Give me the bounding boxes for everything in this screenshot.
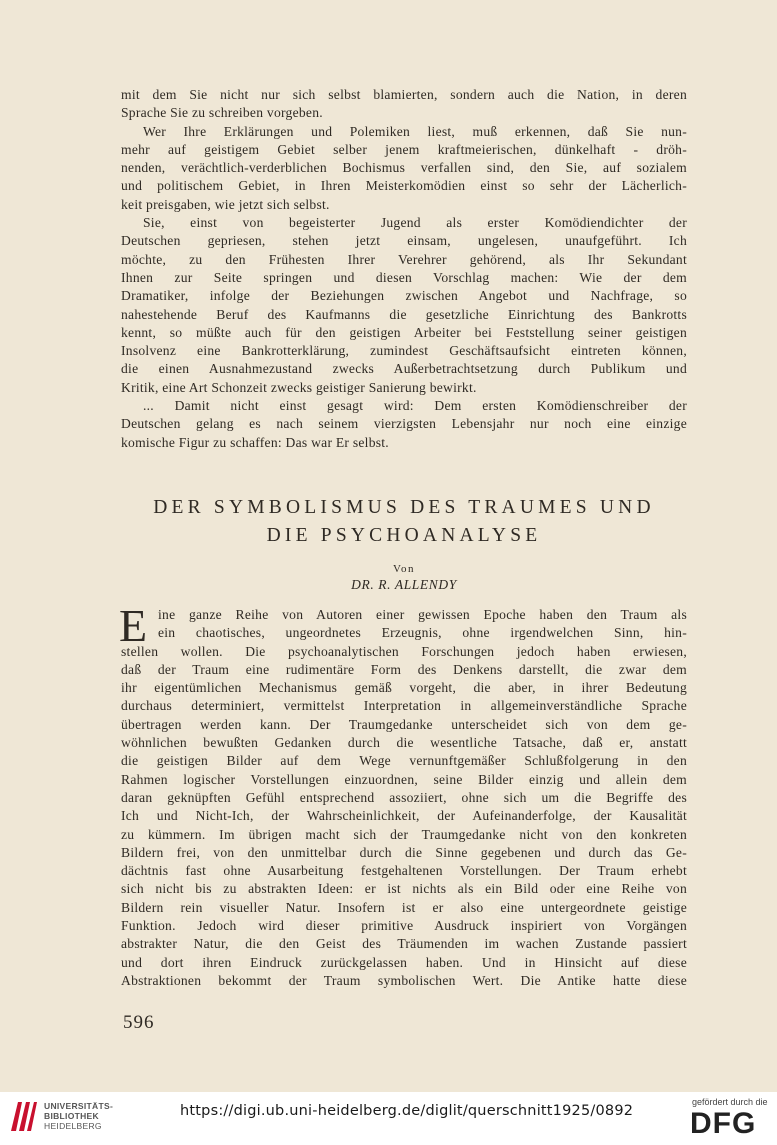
text-line: komische Figur zu schaffen: Das war Er selbst.: [121, 434, 389, 450]
text-line: stellen wollen. Die psychoanalytischen Forschungen jedoch haben erwiesen,: [121, 643, 687, 659]
paragraph: [121, 214, 687, 397]
library-name: UNIVERSITÄTS- BIBLIOTHEK HEIDELBERG: [44, 1101, 114, 1131]
text-line: mehr auf geistigem Gebiet selber jenem kraftmeierischen, dünkelhaft - dröh-: [121, 141, 687, 157]
text-line: Kritik, eine Art Schonzeit zwecks geistiger Sanierung bewirkt.: [121, 379, 477, 395]
dfg-logo: DFG: [690, 1107, 757, 1140]
university-library-logo-icon: [8, 1098, 38, 1134]
text-line: und politischem Gebiet, in Ihren Meisterkomödien einst so sehr der Lächerlich-: [121, 178, 687, 194]
text-line: Deutschen gelang es nach seinem vierzigsten Lebensjahr nur noch eine einzige: [121, 416, 687, 432]
text-line: daran geknüpften Gefühl entsprechend assoziiert, ohne sich um die Begriffe des: [121, 789, 687, 805]
paragraph: [121, 397, 687, 452]
text-line: nahestehende Beruf des Kaufmanns die gesetzliche Einrichtung des Bankrotts: [121, 306, 687, 322]
text-line: Deutschen gepriesen, stehen jetzt einsam, ungelesen, unaufgeführt. Ich: [121, 233, 687, 249]
text-line: die geistigen Bilder auf dem Wege vernunftgemäßer Schlußfolgerung in den: [121, 753, 687, 769]
text-line: wöhnlichen bewußten Gedanken durch die wesentliche Tatsache, daß er, anstatt: [121, 735, 687, 751]
article-title-line-2: DIE PSYCHOANALYSE: [266, 525, 542, 546]
text-line: sich nicht bis zu abstrakten Ideen: er ist nichts als ein Bild oder eine Reihe von: [121, 881, 687, 897]
text-line: nenden, verächtlich-verderblichen Bochismus verfallen sind, den Sie, auf sozialem: [121, 160, 687, 176]
text-line: Sie, einst von begeisterter Jugend als erster Komödiendichter der: [143, 215, 687, 231]
viewer-footer: [0, 1092, 777, 1145]
page-number: 596: [123, 1012, 155, 1033]
text-line: Bildern rein visueller Natur. Insofern ist er also eine untergeordnete geistige: [121, 899, 687, 915]
text-line: und dort ihren Eindruck zurückgelassen haben. Und in Hinsicht auf diese: [121, 954, 687, 970]
text-line: Ich und Nicht-Ich, der Wahrscheinlichkeit, der Aufeinanderfolge, der Kausalität: [121, 808, 687, 824]
text-line: keit preisgaben, wie jetzt sich selbst.: [121, 196, 330, 212]
text-line: mit dem Sie nicht nur sich selbst blamierten, sondern auch die Nation, in deren: [121, 87, 687, 102]
text-line: möchte, zu den Frühesten Ihrer Verehrer gehörend, als Ihr Sekundant: [121, 251, 687, 267]
permalink-url[interactable]: https://digi.ub.uni-heidelberg.de/diglit/querschnitt1925/0892: [180, 1103, 634, 1119]
text-line: Sprache Sie zu schreiben vorgeben.: [121, 105, 323, 121]
paragraph: [121, 123, 687, 214]
article-title-line-1: DER SYMBOLISMUS DES TRAUMES UND: [153, 497, 655, 518]
byline-von: Von: [392, 563, 416, 575]
text-line: Ihnen zur Seite springen und diesen Vorschlag machen: Wie der dem: [121, 269, 687, 285]
paragraph: [121, 86, 687, 123]
preceding-article-text: [121, 86, 687, 452]
text-line: Abstraktionen bekommt der Traum symbolischen Wert. Die Antike hatte diese: [121, 972, 687, 988]
text-line: ein chaotisches, ungeordnetes Erzeugnis, ohne irgendwelchen Sinn, hin-: [158, 625, 687, 641]
text-line: daß der Traum eine rudimentäre Form des Denkens darstellt, die zwar dem: [121, 661, 687, 677]
drop-capital: E: [119, 600, 148, 651]
text-line: dächtnis fast ohne Ausarbeitung festgehaltenen Vorstellungen. Der Traum erhebt: [121, 863, 687, 879]
article-author: DR. R. ALLENDY: [351, 577, 457, 592]
paragraph: [121, 606, 687, 990]
funded-by-label: gefördert durch die: [692, 1097, 768, 1107]
text-line: die einen Ausnahmezustand zwecks Außerbetrachtsetzung durch Publikum und: [121, 361, 687, 377]
text-line: Insolvenz eine Bankrotterklärung, zumindest Geschäftsaufsicht eintreten können,: [121, 343, 687, 359]
text-line: zu kümmern. Im übrigen macht sich der Traumgedanke nicht von den konkreten: [121, 826, 687, 842]
text-line: Bildern frei, von den unmittelbar durch die Sinne gegebenen und durch das Ge-: [121, 844, 687, 860]
text-line: Funktion. Jedoch wird dieser primitive Ausdruck inspiriert von Vorgängen: [121, 918, 687, 934]
text-line: durchaus determiniert, vermittelst Interpretation in allgemeinverständliche Sprache: [121, 698, 687, 714]
text-line: Wer Ihre Erklärungen und Polemiken liest, muß erkennen, daß Sie nun-: [143, 123, 687, 139]
text-line: abstrakter Natur, die den Geist des Träumenden im wachen Zustande passiert: [121, 936, 687, 952]
article-body: [121, 606, 687, 990]
text-line: übertragen werden kann. Der Traumgedanke unterscheidet sich von dem ge-: [121, 716, 687, 732]
text-line: Dramatiker, infolge der Beziehungen zwischen Angebot und Nachfrage, so: [121, 288, 687, 304]
text-line: Rahmen logischer Vorstellungen einzuordnen, seine Bilder einzig und allein dem: [121, 771, 687, 787]
text-line: ine ganze Reihe von Autoren einer gewissen Epoche haben den Traum als: [158, 607, 687, 622]
text-line: ihr eigentümlichen Mechanismus gemäß vorgeht, die aber, in ihrer Bedeutung: [121, 680, 687, 696]
text-line: ... Damit nicht einst gesagt wird: Dem ersten Komödienschreiber der: [143, 398, 687, 414]
text-line: kennt, so müßte auch für den geistigen Arbeiter bei Feststellung seiner geistigen: [121, 324, 687, 340]
